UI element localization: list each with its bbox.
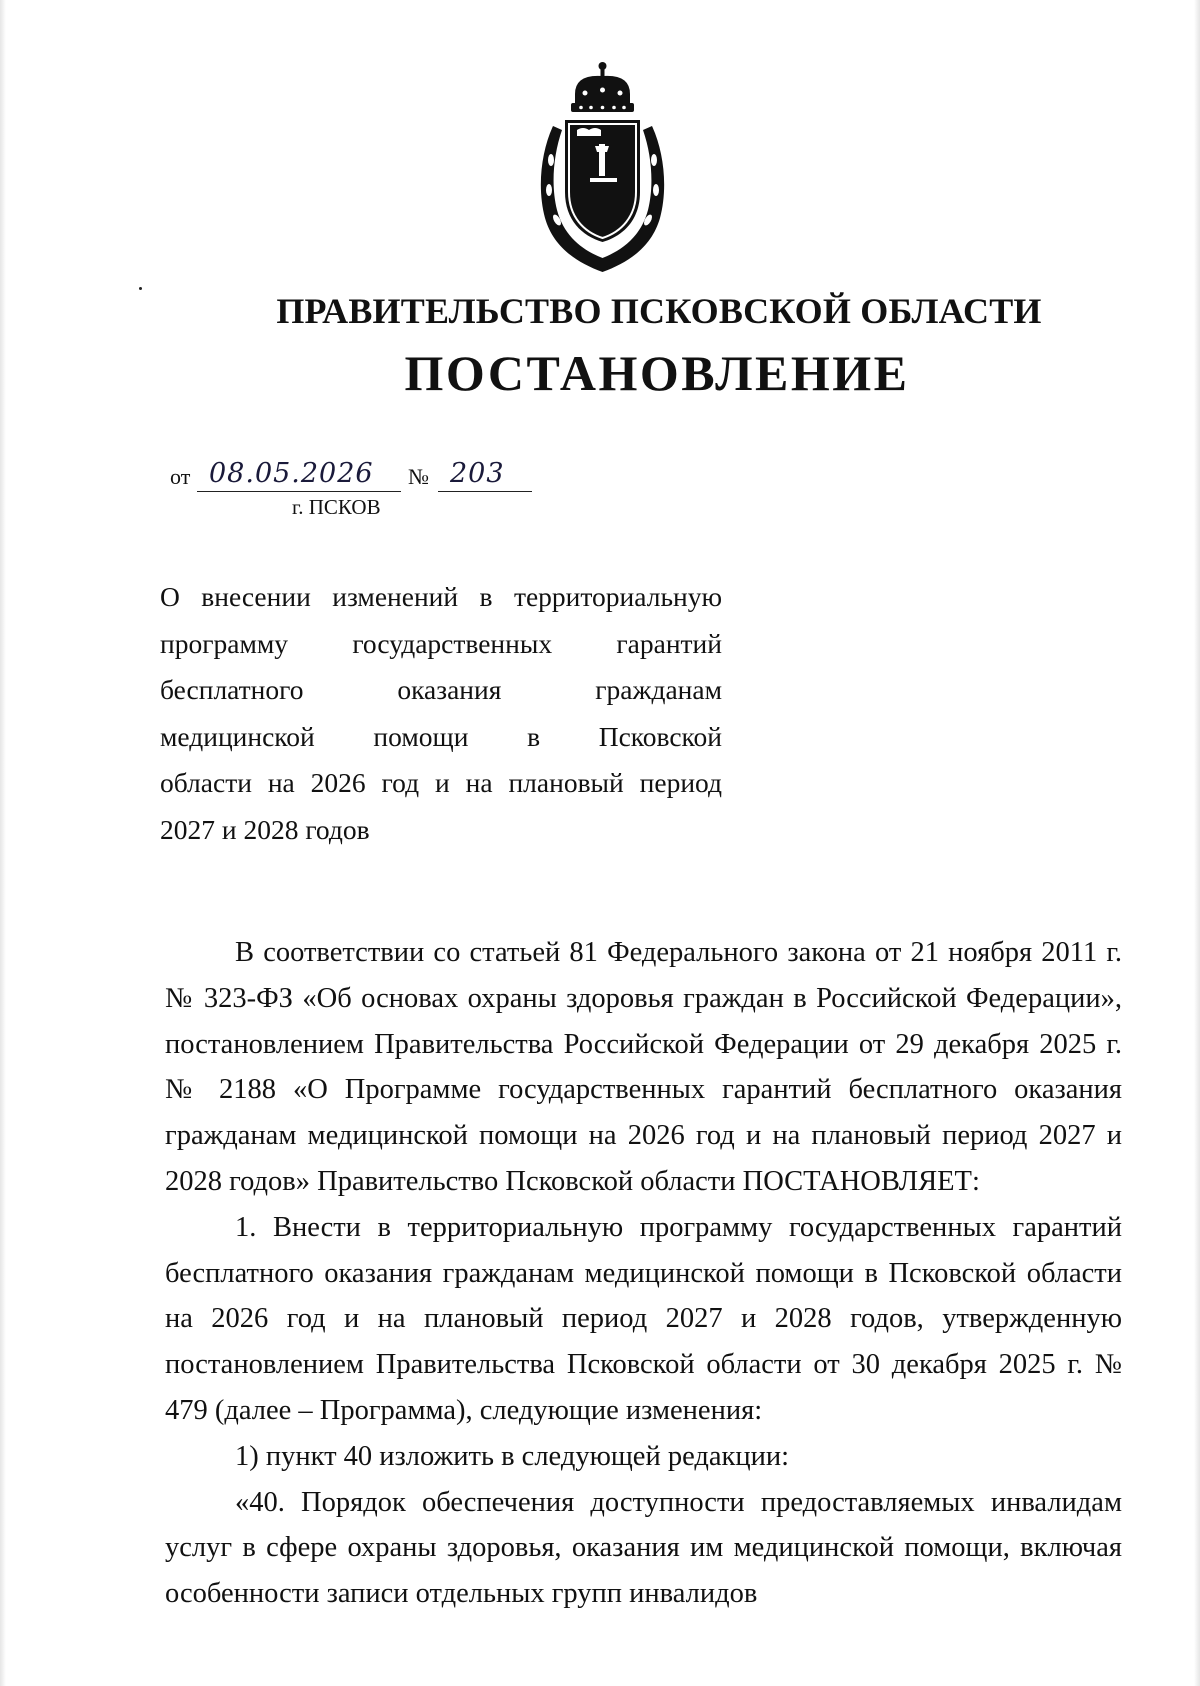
pskov-coat-of-arms-icon bbox=[535, 60, 670, 275]
subject-line: бесплатного оказания гражданам bbox=[160, 674, 722, 705]
subitem-1-paragraph: 1) пункт 40 изложить в следующей редакции: bbox=[235, 1440, 790, 1472]
item-1-paragraph: 1. Внести в территориальную программу государственных гарантий бесплатного оказания гражданам медицинской помощи в Псковской области на 2026 год и на плановый период 2027 и 2028 годов, утвержденную постановлением Правительства Псковской области от 30 декабря 2025 г. № 479 (далее – Программа), следующие изменения: bbox=[165, 1211, 1122, 1426]
subject-line: области на 2026 год и на плановый период bbox=[160, 767, 722, 798]
subject-line: программу государственных гарантий bbox=[160, 627, 722, 659]
date-prefix: от bbox=[170, 464, 191, 489]
document-body bbox=[165, 930, 1122, 1617]
subject-line: О внесении изменений в территориальную bbox=[160, 581, 722, 612]
subject-line: 2027 и 2028 годов bbox=[160, 813, 370, 845]
scan-edge-left bbox=[0, 0, 6, 1686]
document-type-title: ПОСТАНОВЛЕНИЕ bbox=[404, 345, 910, 401]
handwritten-date: 08.05.2026 bbox=[209, 458, 374, 489]
document-subject bbox=[160, 574, 722, 853]
number-prefix: № bbox=[408, 464, 429, 489]
preamble-paragraph: В соответствии со статьей 81 Федерального закона от 21 ноября 2011 г. № 323-ФЗ «Об основах охраны здоровья граждан в Российской Федерации», постановлением Правительства Российской Федерации от 29 декабря 2025 г. № 2188 «О Программе государственных гарантий бесплатного оказания гражданам медицинской помощи на 2026 год и на плановый период 2027 и 2028 годов» Правительство Псковской области ПОСТАНОВЛЯЕТ: bbox=[165, 937, 1122, 1197]
city-label: г. ПСКОВ bbox=[292, 495, 381, 519]
number-line bbox=[438, 458, 532, 492]
handwritten-number: 203 bbox=[450, 458, 505, 489]
clause-40-paragraph: «40. Порядок обеспечения доступности предоставляемых инвалидам услуг в сфере охраны здоровья, оказания им медицинской помощи, включая особенности записи отдельных групп инвалидов bbox=[165, 1486, 1122, 1610]
subject-line: медицинской помощи в Псковской bbox=[160, 720, 722, 752]
organization-title: ПРАВИТЕЛЬСТВО ПСКОВСКОЙ ОБЛАСТИ bbox=[276, 291, 1042, 331]
scan-edge-right bbox=[1194, 0, 1200, 1686]
registration-row bbox=[170, 460, 550, 500]
date-line bbox=[197, 458, 401, 492]
